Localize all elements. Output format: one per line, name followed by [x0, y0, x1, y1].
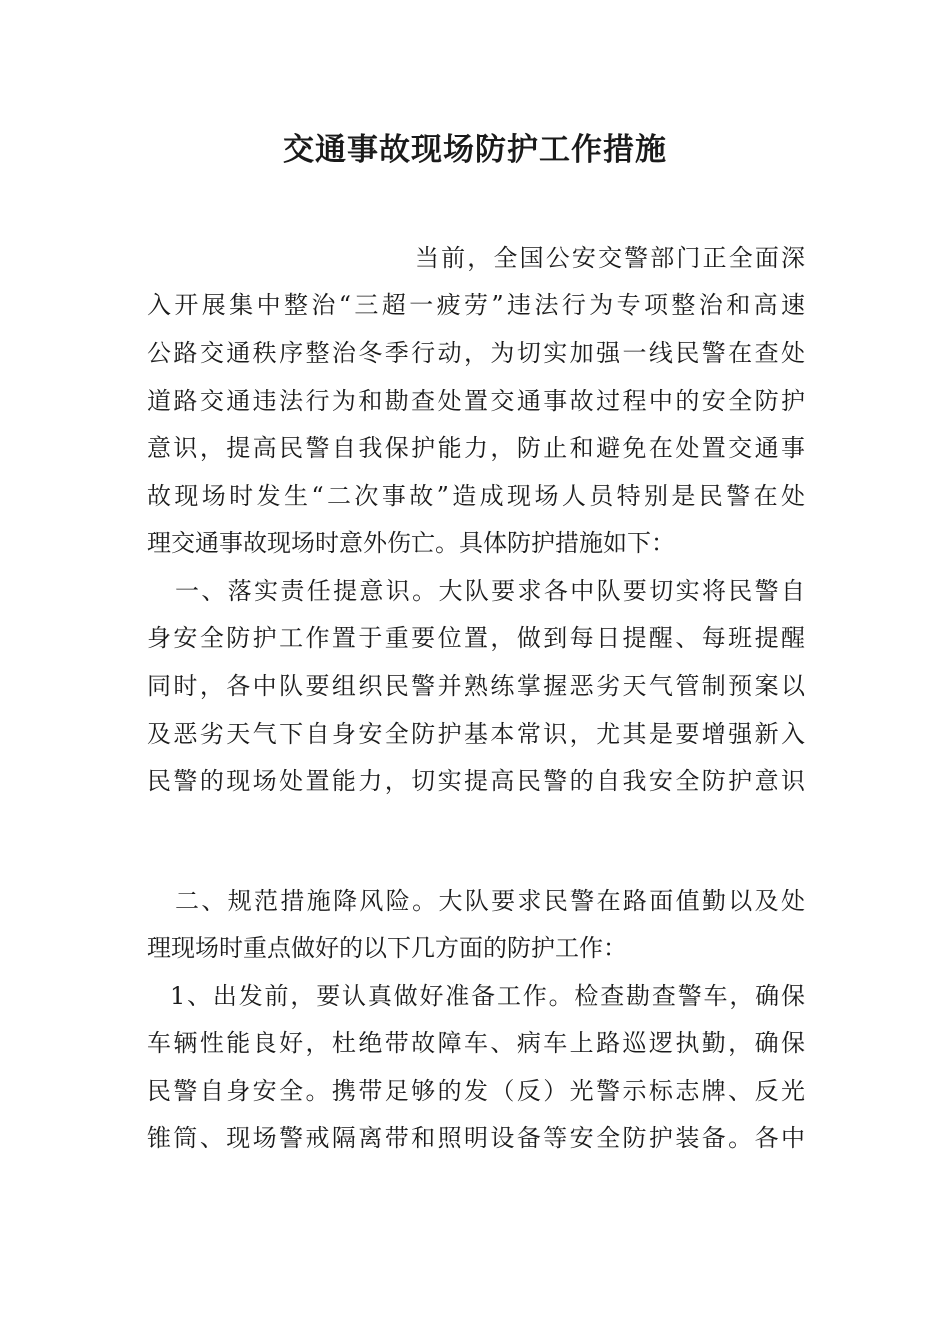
paragraph-line: 当前，全国公安交警部门正全面深: [415, 244, 805, 272]
paragraph-line: 锥筒、现场警戒隔离带和照明设备等安全防护装备。各中: [147, 1124, 805, 1152]
paragraph-line: 及恶劣天气下自身安全防护基本常识，尤其是要增强新入: [147, 720, 805, 748]
paragraph-line: 入开展集中整治“三超一疲劳”违法行为专项整治和高速: [147, 291, 805, 319]
paragraph-line: 民警自身安全。携带足够的发（反）光警示标志牌、反光: [147, 1077, 805, 1105]
document-title: 交通事故现场防护工作措施: [283, 132, 667, 168]
paragraph-line: 二、规范措施降风险。大队要求民警在路面值勤以及处: [175, 887, 805, 915]
paragraph-line: 公路交通秩序整治冬季行动，为切实加强一线民警在查处: [147, 339, 805, 367]
paragraph-line: 1、出发前，要认真做好准备工作。检查勘查警车，确保: [170, 982, 805, 1010]
paragraph-line: 身安全防护工作置于重要位置，做到每日提醒、每班提醒: [147, 624, 805, 652]
paragraph-line: 民警的现场处置能力，切实提高民警的自我安全防护意识: [147, 767, 805, 795]
paragraph-line: 车辆性能良好，杜绝带故障车、病车上路巡逻执勤，确保: [147, 1029, 805, 1057]
paragraph-line: 理交通事故现场时意外伤亡。具体防护措施如下：: [147, 529, 675, 557]
paragraph-line: 一、落实责任提意识。大队要求各中队要切实将民警自: [175, 577, 805, 605]
paragraph-line: 理现场时重点做好的以下几方面的防护工作：: [147, 934, 627, 962]
paragraph-line: 道路交通违法行为和勘查处置交通事故过程中的安全防护: [147, 387, 805, 415]
paragraph-line: 意识，提高民警自我保护能力，防止和避免在处置交通事: [147, 434, 805, 462]
paragraph-line: 故现场时发生“二次事故”造成现场人员特别是民警在处: [147, 482, 805, 510]
paragraph-line: 同时，各中队要组织民警并熟练掌握恶劣天气管制预案以: [147, 672, 805, 700]
